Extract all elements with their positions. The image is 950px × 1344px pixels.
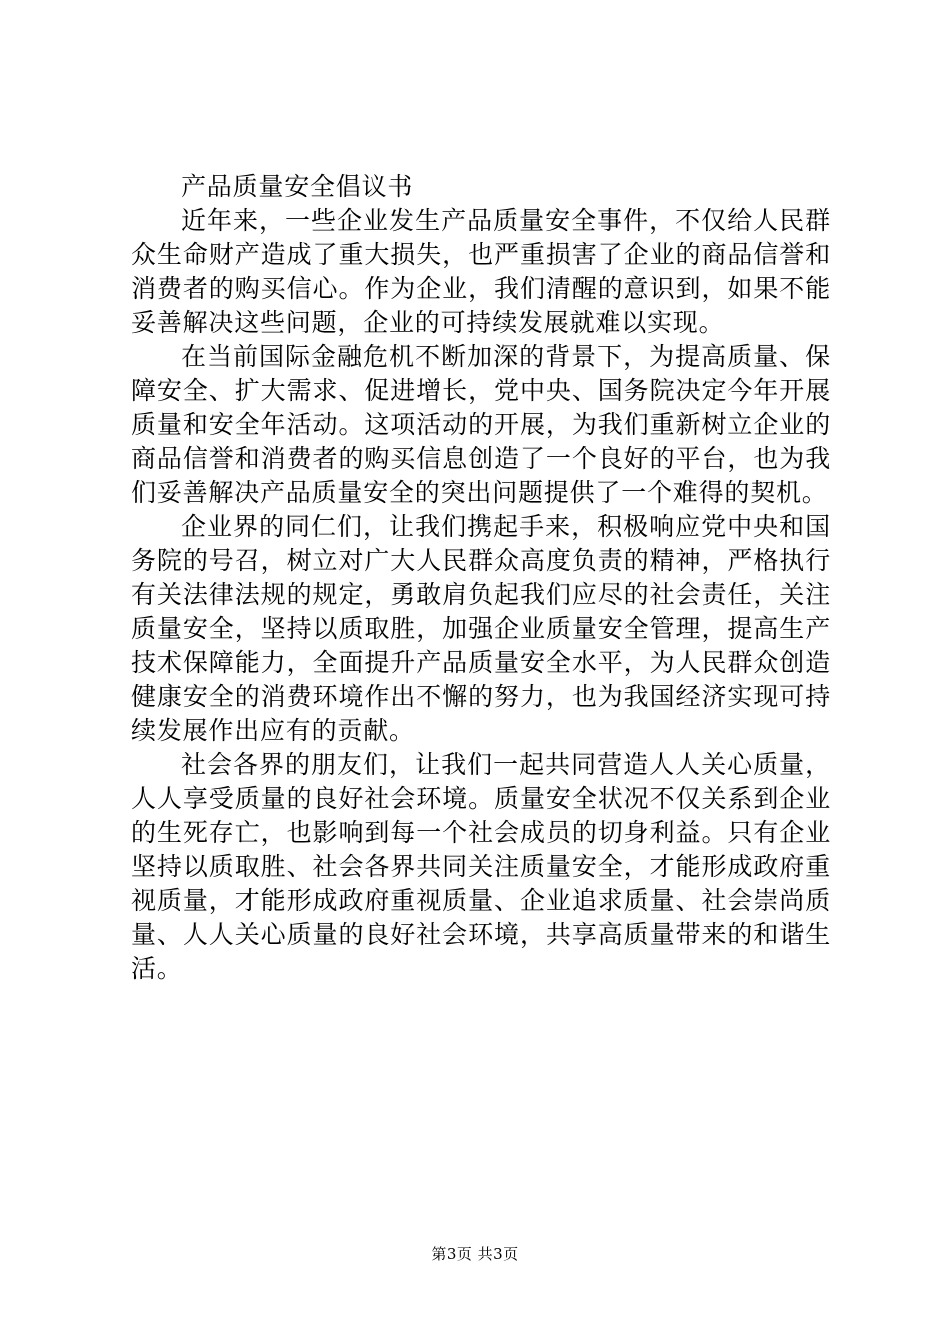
page-footer [0,1244,950,1264]
document-title: 产品质量安全倡议书 [181,172,414,201]
paragraph-4: 社会各界的朋友们，让我们一起共同营造人人关心质量，人人享受质量的良好社会环境。质量安全状况不仅关系到企业的生死存亡，也影响到每一个社会成员的切身利益。只有企业坚持以质取胜、社会各界共同关注质量安全，才能形成政府重视质量，才能形成政府重视质量、企业追求质量、社会崇尚质量、人人关心质量的良好社会环境，共享高质量带来的和谐生活。 [131,750,831,983]
paragraph-2: 在当前国际金融危机不断加深的背景下，为提高质量、保障安全、扩大需求、促进增长，党中央、国务院决定今年开展质量和安全年活动。这项活动的开展，为我们重新树立企业的商品信誉和消费者的购买信息创造了一个良好的平台，也为我们妥善解决产品质量安全的突出问题提供了一个难得的契机。 [131,342,831,507]
paragraph-3: 企业界的同仁们，让我们携起手来，积极响应党中央和国务院的号召，树立对广大人民群众高度负责的精神，严格执行有关法律法规的规定，勇敢肩负起我们应尽的社会责任，关注质量安全，坚持以质取胜，加强企业质量安全管理，提高生产技术保障能力，全面提升产品质量安全水平，为人民群众创造健康安全的消费环境作出不懈的努力，也为我国经济实现可持续发展作出应有的贡献。 [131,512,831,745]
document-body [131,170,831,986]
paragraph-1: 近年来，一些企业发生产品质量安全事件，不仅给人民群众生命财产造成了重大损失，也严重损害了企业的商品信誉和消费者的购买信心。作为企业，我们清醒的意识到，如果不能妥善解决这些问题，企业的可持续发展就难以实现。 [131,206,831,337]
page-number-label: 第3页 共3页 [431,1245,519,1263]
